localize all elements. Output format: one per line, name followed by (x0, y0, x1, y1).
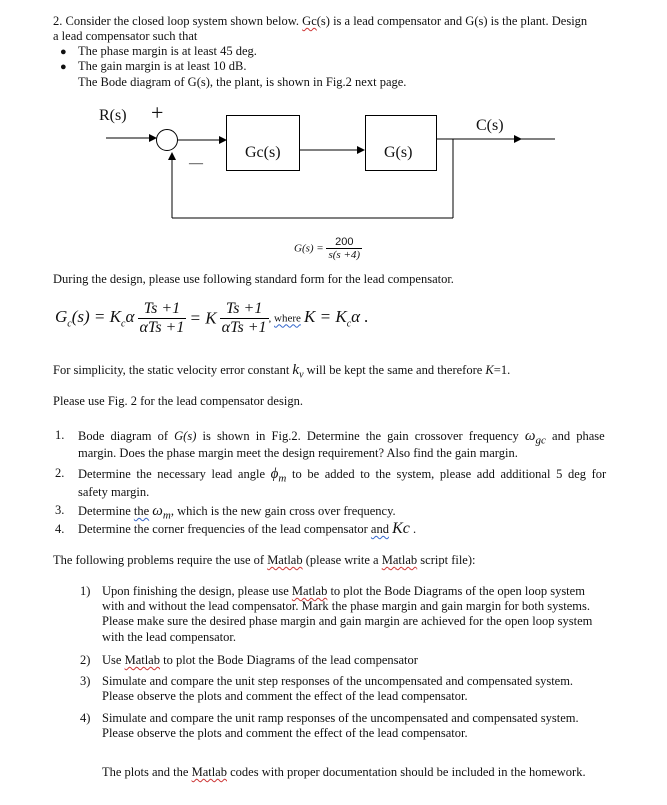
task-2 (102, 653, 418, 668)
question-3 (78, 503, 396, 522)
text: , which is the new gain cross over frequency. (170, 504, 396, 518)
question-1-line-1 (78, 428, 630, 447)
bullet-icon: ● (60, 61, 67, 73)
spellcheck-word-and: and (370, 522, 389, 536)
question-number: 2. (55, 466, 65, 480)
spellcheck-word-matlab: Matlab (291, 584, 328, 598)
text: Determine (78, 504, 134, 518)
question-2-line-2: safety margin. (78, 485, 150, 499)
fraction-1-denominator: αTs +1 (139, 319, 185, 336)
text: Determine the necessary lead angle (78, 467, 271, 481)
bullet-icon: ● (60, 46, 67, 58)
matlab-intro (53, 553, 476, 568)
task-number: 3) (80, 674, 91, 688)
formula-mid: = K (189, 308, 217, 328)
text: will be kept the same and therefore (303, 363, 486, 377)
question-2-line-1 (78, 466, 606, 485)
plant-block (365, 115, 437, 171)
tf-denominator: s(s +4) (328, 249, 361, 261)
omega-symbol: ω (524, 428, 536, 444)
plant-label: G(s) (384, 144, 413, 161)
problem-statement-line-2: a lead compensator such that (53, 29, 198, 43)
task-3-line-1: Simulate and compare the unit step responses of the uncompensated and compensated system. (102, 674, 574, 688)
standard-form-intro: During the design, please use following standard form for the lead compensator. (53, 272, 454, 286)
question-number: 1. (55, 428, 65, 442)
question-number: 3. (55, 503, 65, 517)
text: codes with proper documentation should be included in the homework. (227, 765, 586, 779)
k-symbol: K (485, 363, 494, 377)
question-4 (78, 520, 416, 538)
text: is shown in Fig.2. Determine the gain crossover frequency (196, 429, 525, 443)
fraction-1-numerator: Ts +1 (138, 300, 187, 319)
compensator-label: Gc(s) (245, 144, 281, 161)
tf-numerator: 200 (326, 236, 362, 249)
minus-sign: — (189, 156, 203, 171)
text: script file): (417, 553, 476, 567)
text: to be added to the system, please add additional 5 deg for (286, 467, 607, 481)
block-diagram (0, 0, 667, 230)
formula-fraction-2 (220, 300, 269, 337)
intro-text: (s) is a lead compensator and G(s) is the plant. Design (316, 14, 588, 28)
intro-text: 2. Consider the closed loop system shown below. (53, 14, 303, 28)
text: Bode diagram of (78, 429, 175, 443)
spellcheck-word-matlab: Matlab (124, 653, 160, 667)
bode-note: The Bode diagram of G(s), the plant, is shown in Fig.2 next page. (78, 75, 407, 89)
input-label: R(s) (99, 107, 127, 124)
formula-rhs: $K = K_c\alpha$ . (304, 307, 369, 330)
task-1-line-2: with and without the lead compensator. Mark the phase margin and gain margin for both systems. (102, 599, 590, 613)
text: Use (102, 653, 125, 667)
spellcheck-word-gc: Gc (302, 14, 317, 28)
text: to plot the Bode Diagrams of the open loop system (327, 584, 585, 598)
omega-subscript: m (162, 509, 171, 522)
task-4-line-2: Please observe the plots and comment the effect of the lead compensator. (102, 726, 468, 740)
text: The following problems require the use of (53, 553, 268, 567)
text: The plots and the (102, 765, 192, 779)
question-1-line-2: margin. Does the phase margin meet the design requirement? Also find the gain margin. (78, 446, 518, 460)
phi-symbol: ϕ (270, 466, 279, 482)
spellcheck-word-matlab: Matlab (267, 553, 303, 567)
omega-symbol: ω (152, 503, 163, 519)
output-label: C(s) (476, 117, 504, 134)
plant-transfer-function (294, 236, 362, 261)
kv-symbol: k (292, 362, 300, 378)
formula-lhs: $G_c(s) = K_c\alpha$ (55, 307, 135, 330)
simplicity-note (53, 362, 510, 381)
omega-subscript: gc (535, 434, 546, 447)
task-1-line-3: Please make sure the desired phase margin and gain margin are achieved for the open loop system (102, 614, 593, 628)
compensator-block (226, 115, 300, 171)
kc-symbol: Kc (392, 520, 410, 537)
task-number: 4) (80, 711, 91, 725)
fig-note: Please use Fig. 2 for the lead compensator design. (53, 394, 303, 408)
formula-fraction-1 (138, 300, 187, 337)
spellcheck-word-matlab: Matlab (381, 553, 418, 567)
kv-subscript: v (299, 369, 304, 381)
text: For simplicity, the static velocity error constant (53, 363, 293, 377)
requirement-phase-margin: The phase margin is at least 45 deg. (78, 44, 257, 58)
phi-subscript: m (278, 472, 287, 485)
fraction-2-numerator: Ts +1 (220, 300, 269, 319)
requirement-gain-margin: The gain margin is at least 10 dB. (78, 59, 247, 73)
compensator-formula (55, 300, 369, 337)
task-number: 2) (80, 653, 91, 667)
where-text: , where (268, 312, 301, 325)
question-number: 4. (55, 522, 65, 536)
task-3-line-2: Please observe the plots and comment the effect of the lead compensator. (102, 689, 468, 703)
plus-sign: + (151, 100, 164, 125)
text: (please write a (302, 553, 382, 567)
closing-note (102, 765, 586, 780)
fraction-2-denominator: αTs +1 (221, 319, 267, 336)
tf-lhs: G(s) = (294, 242, 324, 255)
text: Determine the corner frequencies of the lead compensator (78, 522, 371, 536)
gs-symbol: G(s) (174, 429, 197, 443)
task-number: 1) (80, 584, 91, 598)
text: to plot the Bode Diagrams of the lead compensator (160, 653, 418, 667)
tf-fraction (326, 236, 362, 261)
task-1-line-4: with the lead compensator. (102, 630, 236, 644)
text: Upon finishing the design, please use (102, 584, 292, 598)
text: . (409, 522, 417, 536)
spellcheck-word-matlab: Matlab (191, 765, 227, 779)
text: and phase (545, 429, 605, 443)
task-1-line-1 (102, 584, 585, 599)
spellcheck-word-the: the (133, 504, 150, 518)
text: =1. (493, 363, 511, 377)
task-4-line-1: Simulate and compare the unit ramp responses of the uncompensated and compensated system. (102, 711, 579, 725)
